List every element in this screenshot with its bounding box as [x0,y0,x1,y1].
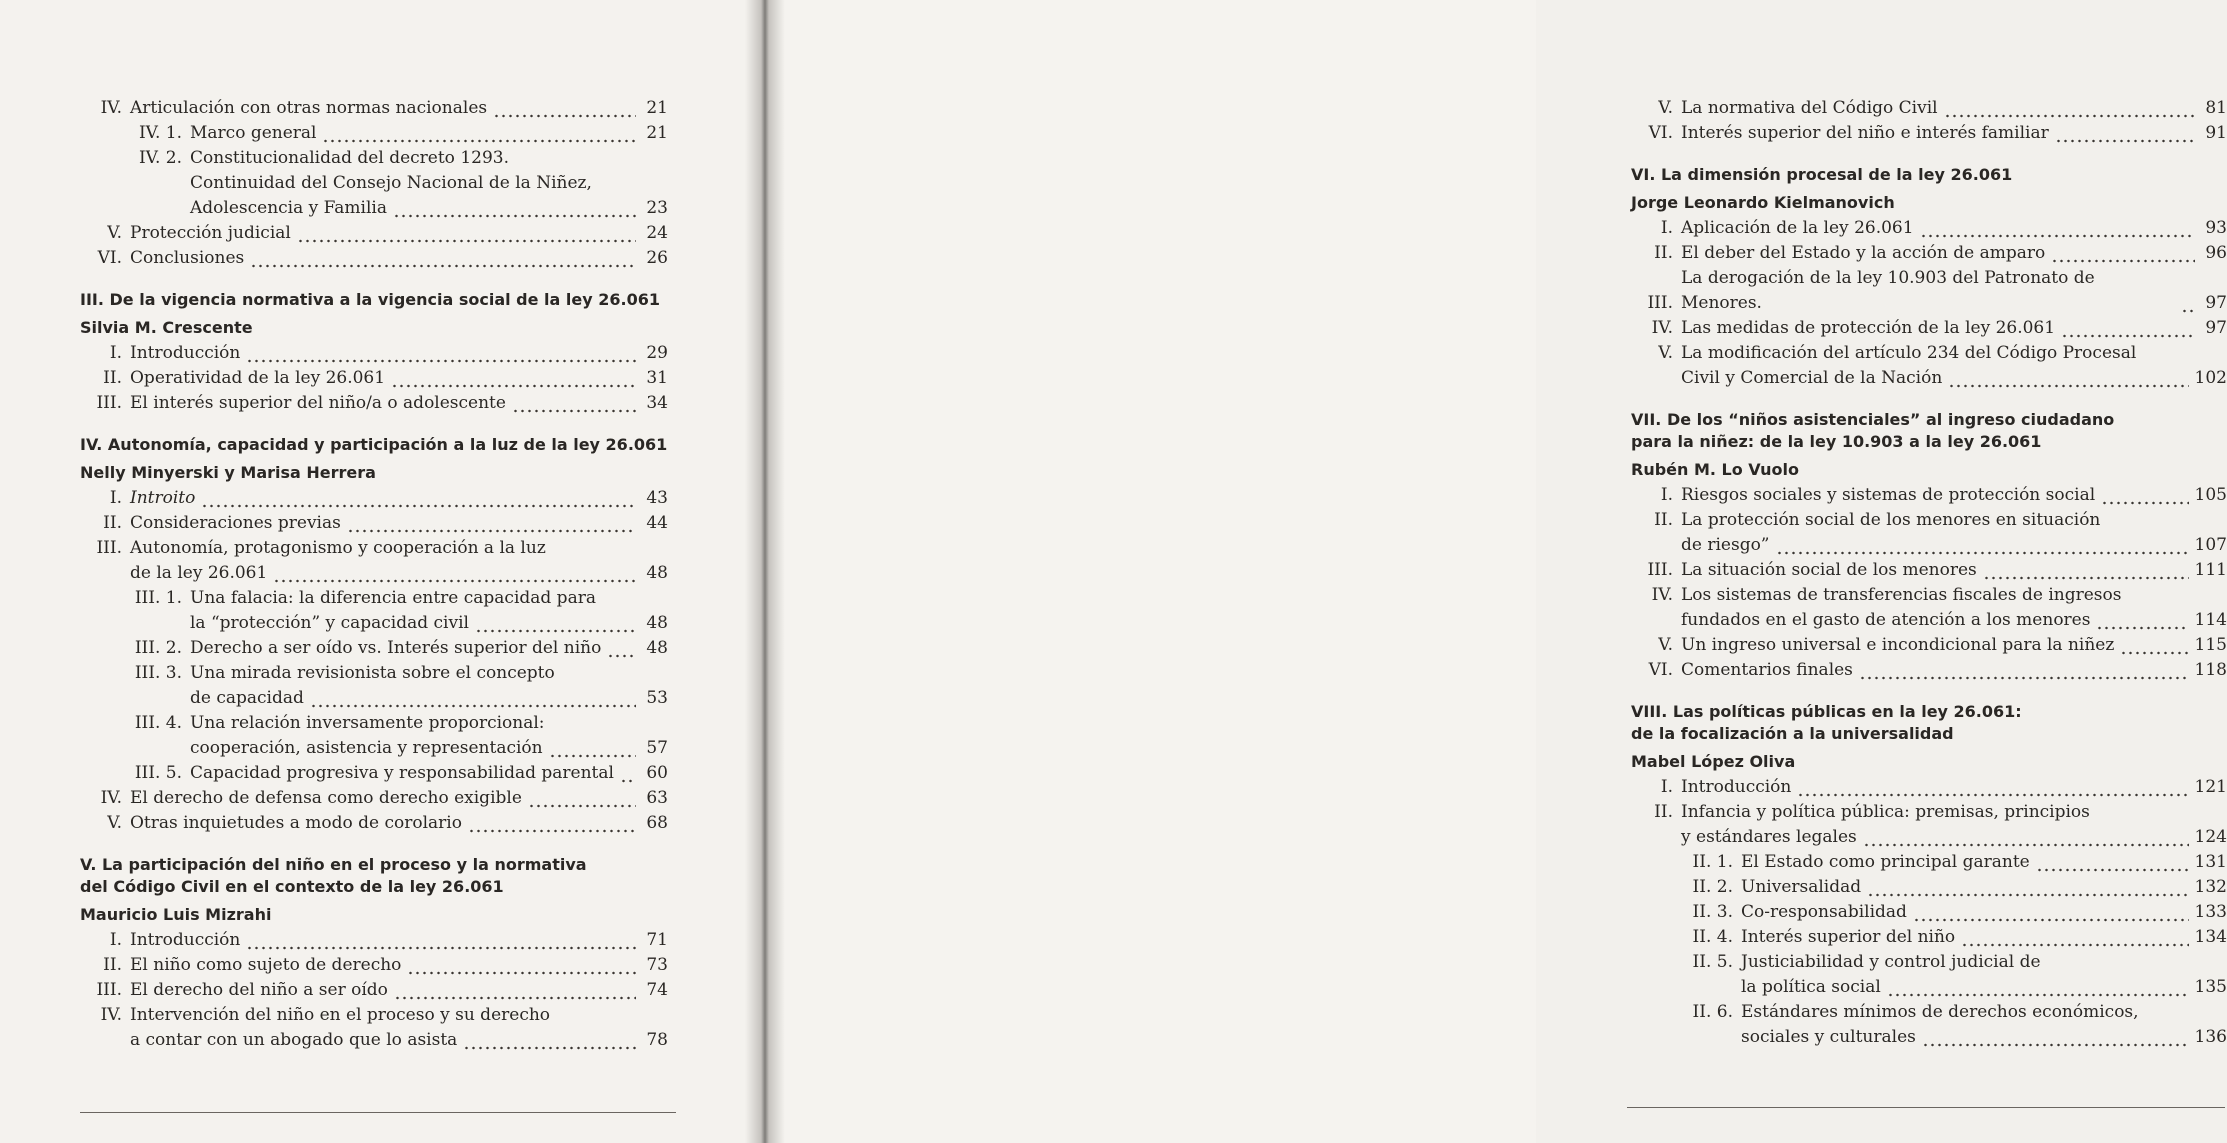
toc-entry-number: VI. [1648,660,1673,680]
toc-entry-page: 29 [646,343,668,363]
section-heading-line: VII. De los “niños asistenciales” al ingreso ciudadano [1631,410,2115,429]
dot-leader [1797,775,2188,800]
dot-leader [607,636,636,661]
footer-rule [1627,1107,2225,1108]
section-author: Nelly Minyerski y Marisa Herrera [80,463,376,482]
toc-entry-number: III. [96,393,122,413]
toc-entry-page: 60 [646,763,668,783]
dot-leader [347,511,636,536]
section-heading-line: VIII. Las políticas públicas en la ley 26.061: [1631,702,2022,721]
toc-entry-title: Introducción [1681,777,1792,797]
toc-group [80,486,668,836]
toc-entry-title: La normativa del Código Civil [1681,98,1938,118]
toc-entry-number: VI. [1648,123,1673,143]
toc-entry-number: II. 5. [1692,952,1733,972]
toc-entry [80,121,668,146]
toc-entry-title: Justiciabilidad y control judicial de [1741,952,2041,972]
toc-entry-title: El deber del Estado y la acción de amparo [1681,243,2046,263]
dot-leader [493,96,636,121]
toc-entry [80,586,668,611]
toc-entry-title: El interés superior del niño/a o adolescente [130,393,506,413]
dot-leader [394,978,636,1003]
toc-entry-number: IV. [1651,318,1673,338]
toc-entry-page: 118 [2194,660,2227,680]
toc-entry-number: I. [109,488,122,508]
toc-entry-title: Introito [130,488,196,508]
toc-entry-title: Adolescencia y Familia [190,198,387,218]
toc-entry [80,686,668,711]
dot-leader [2120,633,2188,658]
toc-entry-page: 57 [646,738,668,758]
toc-entry [80,171,668,196]
toc-entry-title: Marco general [190,123,317,143]
dot-leader [549,736,636,761]
toc-entry-title: Una relación inversamente proporcional: [190,713,545,733]
toc-entry-page: 97 [2205,318,2227,338]
toc-entry-page: 44 [646,513,668,533]
toc-entry-page: 121 [2194,777,2227,797]
section-heading: IV. Autonomía, capacidad y participación a la luz de la ley 26.061 [80,435,668,454]
dot-leader [1944,96,2195,121]
dot-leader [1859,658,2189,683]
toc-entry [1631,366,2227,391]
toc-entry-number: I. [1660,777,1673,797]
toc-entry [1631,775,2227,800]
dot-leader [1920,216,2195,241]
toc-entry-number: III. [1647,293,1673,313]
section-heading [80,854,668,898]
toc-entry [80,1028,668,1053]
dot-leader [1922,1025,2189,1050]
toc-entry-title: Infancia y política pública: premisas, principios [1681,802,2090,822]
toc-entry-title: Articulación con otras normas nacionales [130,98,488,118]
toc-entry [80,561,668,586]
toc-entry-title: Constitucionalidad del decreto 1293. [190,148,509,168]
toc-entry-page: 131 [2194,852,2227,872]
toc-group [1631,96,2227,146]
toc-entry-number: II. 1. [1692,852,1733,872]
toc-entry-number: IV. [100,788,122,808]
dot-leader [1948,366,2188,391]
toc-entry [80,366,668,391]
toc-entry [1631,825,2227,850]
toc-entry-title: Civil y Comercial de la Nación [1681,368,1943,388]
toc-entry-number: V. [107,223,122,243]
dot-leader [297,221,636,246]
toc-entry [1631,633,2227,658]
toc-entry [80,246,668,271]
toc-entry [1631,316,2227,341]
dot-leader [250,246,636,271]
dot-leader [310,686,636,711]
toc-entry-title: Co-responsabilidad [1741,902,1907,922]
toc-entry [80,928,668,953]
dot-leader [2061,316,2195,341]
toc-entry-title: El derecho del niño a ser oído [130,980,388,1000]
section-author: Jorge Leonardo Kielmanovich [1631,193,1895,212]
toc-entry-number: II. [1654,802,1673,822]
toc-group [80,96,668,271]
dot-leader [2051,241,2195,266]
toc-entry-number: II. 6. [1692,1002,1733,1022]
toc-entry-page: 96 [2205,243,2227,263]
toc-entry-title: Capacidad progresiva y responsabilidad parental [190,763,614,783]
section-heading [1631,701,2227,745]
toc-entry-title: cooperación, asistencia y representación [190,738,543,758]
toc-entry-number: II. 4. [1692,927,1733,947]
toc-entry [1631,875,2227,900]
dot-leader [468,811,636,836]
toc-entry [1631,216,2227,241]
dot-leader [246,928,636,953]
toc-entry [80,486,668,511]
toc-entry-title: Las medidas de protección de la ley 26.061 [1681,318,2056,338]
toc-entry-number: IV. [100,1005,122,1025]
toc-entry [80,341,668,366]
toc-entry [80,811,668,836]
toc-entry-title: a contar con un abogado que lo asista [130,1030,458,1050]
toc-entry-page: 105 [2194,485,2227,505]
toc-entry-number: IV. [1651,585,1673,605]
section-heading-line: del Código Civil en el contexto de la ley 26.061 [80,877,504,896]
toc-entry-page: 97 [2205,293,2227,313]
toc-group [80,341,668,416]
toc-entry [1631,558,2227,583]
toc-entry [80,636,668,661]
toc-entry-page: 135 [2194,977,2227,997]
toc-entry-title: Aplicación de la ley 26.061 [1681,218,1914,238]
toc-entry-page: 21 [646,98,668,118]
toc-entry [80,196,668,221]
dot-leader [1867,875,2188,900]
dot-leader [273,561,636,586]
toc-entry-page: 43 [646,488,668,508]
book-gutter [745,0,785,1143]
toc-entry-title: Protección judicial [130,223,291,243]
toc-entry-title: sociales y culturales [1741,1027,1916,1047]
toc-entry-title: El Estado como principal garante [1741,852,2030,872]
right-page [765,0,2227,1143]
toc-entry [1631,266,2227,316]
section-author: Mauricio Luis Mizrahi [80,905,272,924]
toc-entry-title: Otras inquietudes a modo de corolario [130,813,462,833]
toc-entry [80,786,668,811]
toc-entry-page: 53 [646,688,668,708]
section-heading-line: para la niñez: de la ley 10.903 a la ley 26.061 [1631,432,2042,451]
toc-entry-title: Introducción [130,930,241,950]
dot-leader [407,953,636,978]
toc-entry-title: Una falacia: la diferencia entre capacidad para [190,588,596,608]
toc-entry [1631,96,2227,121]
dot-leader [2101,483,2188,508]
footer-rule [80,1112,676,1113]
toc-entry [80,511,668,536]
toc-entry-page: 34 [646,393,668,413]
toc-entry-title: Un ingreso universal e incondicional para la niñez [1681,635,2115,655]
toc-entry [80,391,668,416]
toc-entry-title: La modificación del artículo 234 del Código Procesal [1681,343,2137,363]
toc-entry-title: de riesgo” [1681,535,1770,555]
toc-entry-number: III. 4. [134,713,182,733]
dot-leader [1776,533,2189,558]
toc-entry [80,1003,668,1028]
toc-entry-number: III. [1647,560,1673,580]
toc-entry-page: 48 [646,613,668,633]
toc-entry-title: Consideraciones previas [130,513,341,533]
toc-entry-title: Interés superior del niño [1741,927,1956,947]
toc-entry-title: La situación social de los menores [1681,560,1977,580]
toc-entry [80,761,668,786]
toc-entry-page: 102 [2194,368,2227,388]
toc-entry [1631,608,2227,633]
toc-entry-number: VI. [97,248,122,268]
toc-entry [1631,925,2227,950]
section-heading-line: V. La participación del niño en el proceso y la normativa [80,855,587,874]
toc-entry-number: V. [1658,98,1673,118]
section-author: Silvia M. Crescente [80,318,253,337]
toc-entry [1631,121,2227,146]
toc-entry [80,661,668,686]
toc-entry [80,978,668,1003]
toc-entry [80,611,668,636]
toc-entry-title: Una mirada revisionista sobre el concepto [190,663,555,683]
toc-entry-page: 31 [646,368,668,388]
toc-entry-page: 114 [2194,610,2227,630]
dot-leader [2055,121,2195,146]
toc-entry [1631,483,2227,508]
toc-entry-page: 111 [2194,560,2227,580]
toc-entry-page: 26 [646,248,668,268]
dot-leader [620,761,636,786]
section-author: Rubén M. Lo Vuolo [1631,460,1799,479]
toc-entry-number: II. [103,368,122,388]
dot-leader [1863,825,2189,850]
toc-entry [1631,800,2227,825]
toc-entry-page: 132 [2194,877,2227,897]
toc-entry-title: Intervención del niño en el proceso y su derecho [130,1005,551,1025]
toc-entry [1631,1025,2227,1050]
toc-entry-title: Autonomía, protagonismo y cooperación a la luz [130,538,546,558]
toc-entry-page: 48 [646,563,668,583]
toc-entry-number: III. [96,538,122,558]
section-heading: III. De la vigencia normativa a la vigencia social de la ley 26.061 [80,290,660,309]
toc-entry-number: IV. [100,98,122,118]
toc-entry [80,221,668,246]
toc-entry-number: II. 2. [1692,877,1733,897]
toc-entry-title: la “protección” y capacidad civil [190,613,469,633]
toc-entry [1631,975,2227,1000]
toc-entry-number: III. [96,980,122,1000]
toc-entry [80,711,668,736]
toc-entry-number: IV. 1. [138,123,182,143]
toc-entry-title: Estándares mínimos de derechos económicos, [1741,1002,2139,1022]
section-heading-line: de la focalización a la universalidad [1631,724,1954,743]
toc-entry-number: II. [103,955,122,975]
toc-entry [80,96,668,121]
toc-entry-page: 93 [2205,218,2227,238]
toc-entry-page: 48 [646,638,668,658]
dot-leader [1913,900,2189,925]
toc-entry [1631,850,2227,875]
toc-entry-title: Interés superior del niño e interés familiar [1681,123,2049,143]
section-heading: VI. La dimensión procesal de la ley 26.061 [1631,165,2013,184]
dot-leader [322,121,636,146]
toc-entry-title: Derecho a ser oído vs. Interés superior del niño [190,638,602,658]
toc-entry [1631,533,2227,558]
toc-entry-page: 133 [2194,902,2227,922]
toc-entry-page: 23 [646,198,668,218]
toc-entry-number: II. [1654,510,1673,530]
dot-leader [1983,558,2189,583]
dot-leader [2096,608,2188,633]
toc-entry-page: 24 [646,223,668,243]
toc-entry [1631,341,2227,366]
toc-entry-title: El derecho de defensa como derecho exigible [130,788,522,808]
toc-group [1631,216,2227,391]
section-author: Mabel López Oliva [1631,752,1796,771]
toc-entry-number: V. [1658,635,1673,655]
toc-entry-title: de capacidad [190,688,304,708]
toc-entry-number: V. [107,813,122,833]
dot-leader [528,786,636,811]
toc-entry-page: 134 [2194,927,2227,947]
toc-entry-number: I. [1660,218,1673,238]
toc-entry-number: I. [109,930,122,950]
toc-entry-title: Introducción [130,343,241,363]
toc-entry-title: Riesgos sociales y sistemas de protección social [1681,485,2096,505]
section-heading [1631,409,2227,453]
toc-entry-title: fundados en el gasto de atención a los menores [1681,610,2091,630]
toc-entry-page: 115 [2194,635,2227,655]
toc-entry-number: IV. 2. [138,148,182,168]
toc-entry-number: I. [1660,485,1673,505]
toc-entry-title: Operatividad de la ley 26.061 [130,368,386,388]
toc-entry-number: II. [1654,243,1673,263]
toc-entry-page: 63 [646,788,668,808]
dot-leader [393,196,636,221]
toc-entry-title: la política social [1741,977,1881,997]
toc-group [1631,483,2227,683]
toc-group [1631,775,2227,1050]
toc-entry [1631,241,2227,266]
toc-entry-number: II. [103,513,122,533]
toc-entry-page: 74 [646,980,668,1000]
dot-leader [463,1028,636,1053]
toc-entry [80,953,668,978]
dot-leader [475,611,636,636]
toc-entry-page: 78 [646,1030,668,1050]
toc-entry-page: 71 [646,930,668,950]
toc-entry-number: III. 1. [134,588,182,608]
toc-entry-number: III. 5. [134,763,182,783]
dot-leader [1887,975,2189,1000]
toc-entry [1631,508,2227,533]
dot-leader [1961,925,2188,950]
toc-entry-page: 68 [646,813,668,833]
toc-entry-page: 136 [2194,1027,2227,1047]
toc-entry-number: III. 3. [134,663,182,683]
dot-leader [246,341,636,366]
toc-entry-number: II. 3. [1692,902,1733,922]
toc-entry-title: Comentarios finales [1681,660,1853,680]
toc-entry [80,736,668,761]
toc-entry-title: Continuidad del Consejo Nacional de la Niñez, [190,173,592,193]
toc-entry-title: La protección social de los menores en situación [1681,510,2101,530]
toc-entry [1631,658,2227,683]
toc-entry [1631,1000,2227,1025]
toc-entry [80,536,668,561]
toc-left-column [80,96,668,1053]
dot-leader [512,391,636,416]
toc-entry [1631,950,2227,975]
toc-entry-page: 91 [2205,123,2227,143]
toc-entry-number: I. [109,343,122,363]
toc-entry [1631,583,2227,608]
toc-right-column [1631,96,2227,1050]
toc-entry-title: La derogación de la ley 10.903 del Patronato de Menores. [1681,268,2095,313]
dot-leader [2036,850,2189,875]
toc-entry [80,146,668,171]
toc-entry-title: Los sistemas de transferencias fiscales de ingresos [1681,585,2122,605]
dot-leader [201,486,636,511]
toc-entry-title: de la ley 26.061 [130,563,268,583]
toc-entry-number: III. 2. [134,638,182,658]
dot-leader [2181,291,2195,316]
toc-entry-title: y estándares legales [1681,827,1857,847]
toc-group [80,928,668,1053]
toc-entry-page: 107 [2194,535,2227,555]
toc-entry-page: 73 [646,955,668,975]
toc-entry-page: 124 [2194,827,2227,847]
toc-entry-title: Conclusiones [130,248,245,268]
toc-entry-number: V. [1658,343,1673,363]
toc-entry-title: Universalidad [1741,877,1862,897]
dot-leader [391,366,636,391]
left-page [0,0,765,1143]
toc-entry-page: 81 [2205,98,2227,118]
toc-entry-title: El niño como sujeto de derecho [130,955,402,975]
toc-entry-page: 21 [646,123,668,143]
toc-entry [1631,900,2227,925]
